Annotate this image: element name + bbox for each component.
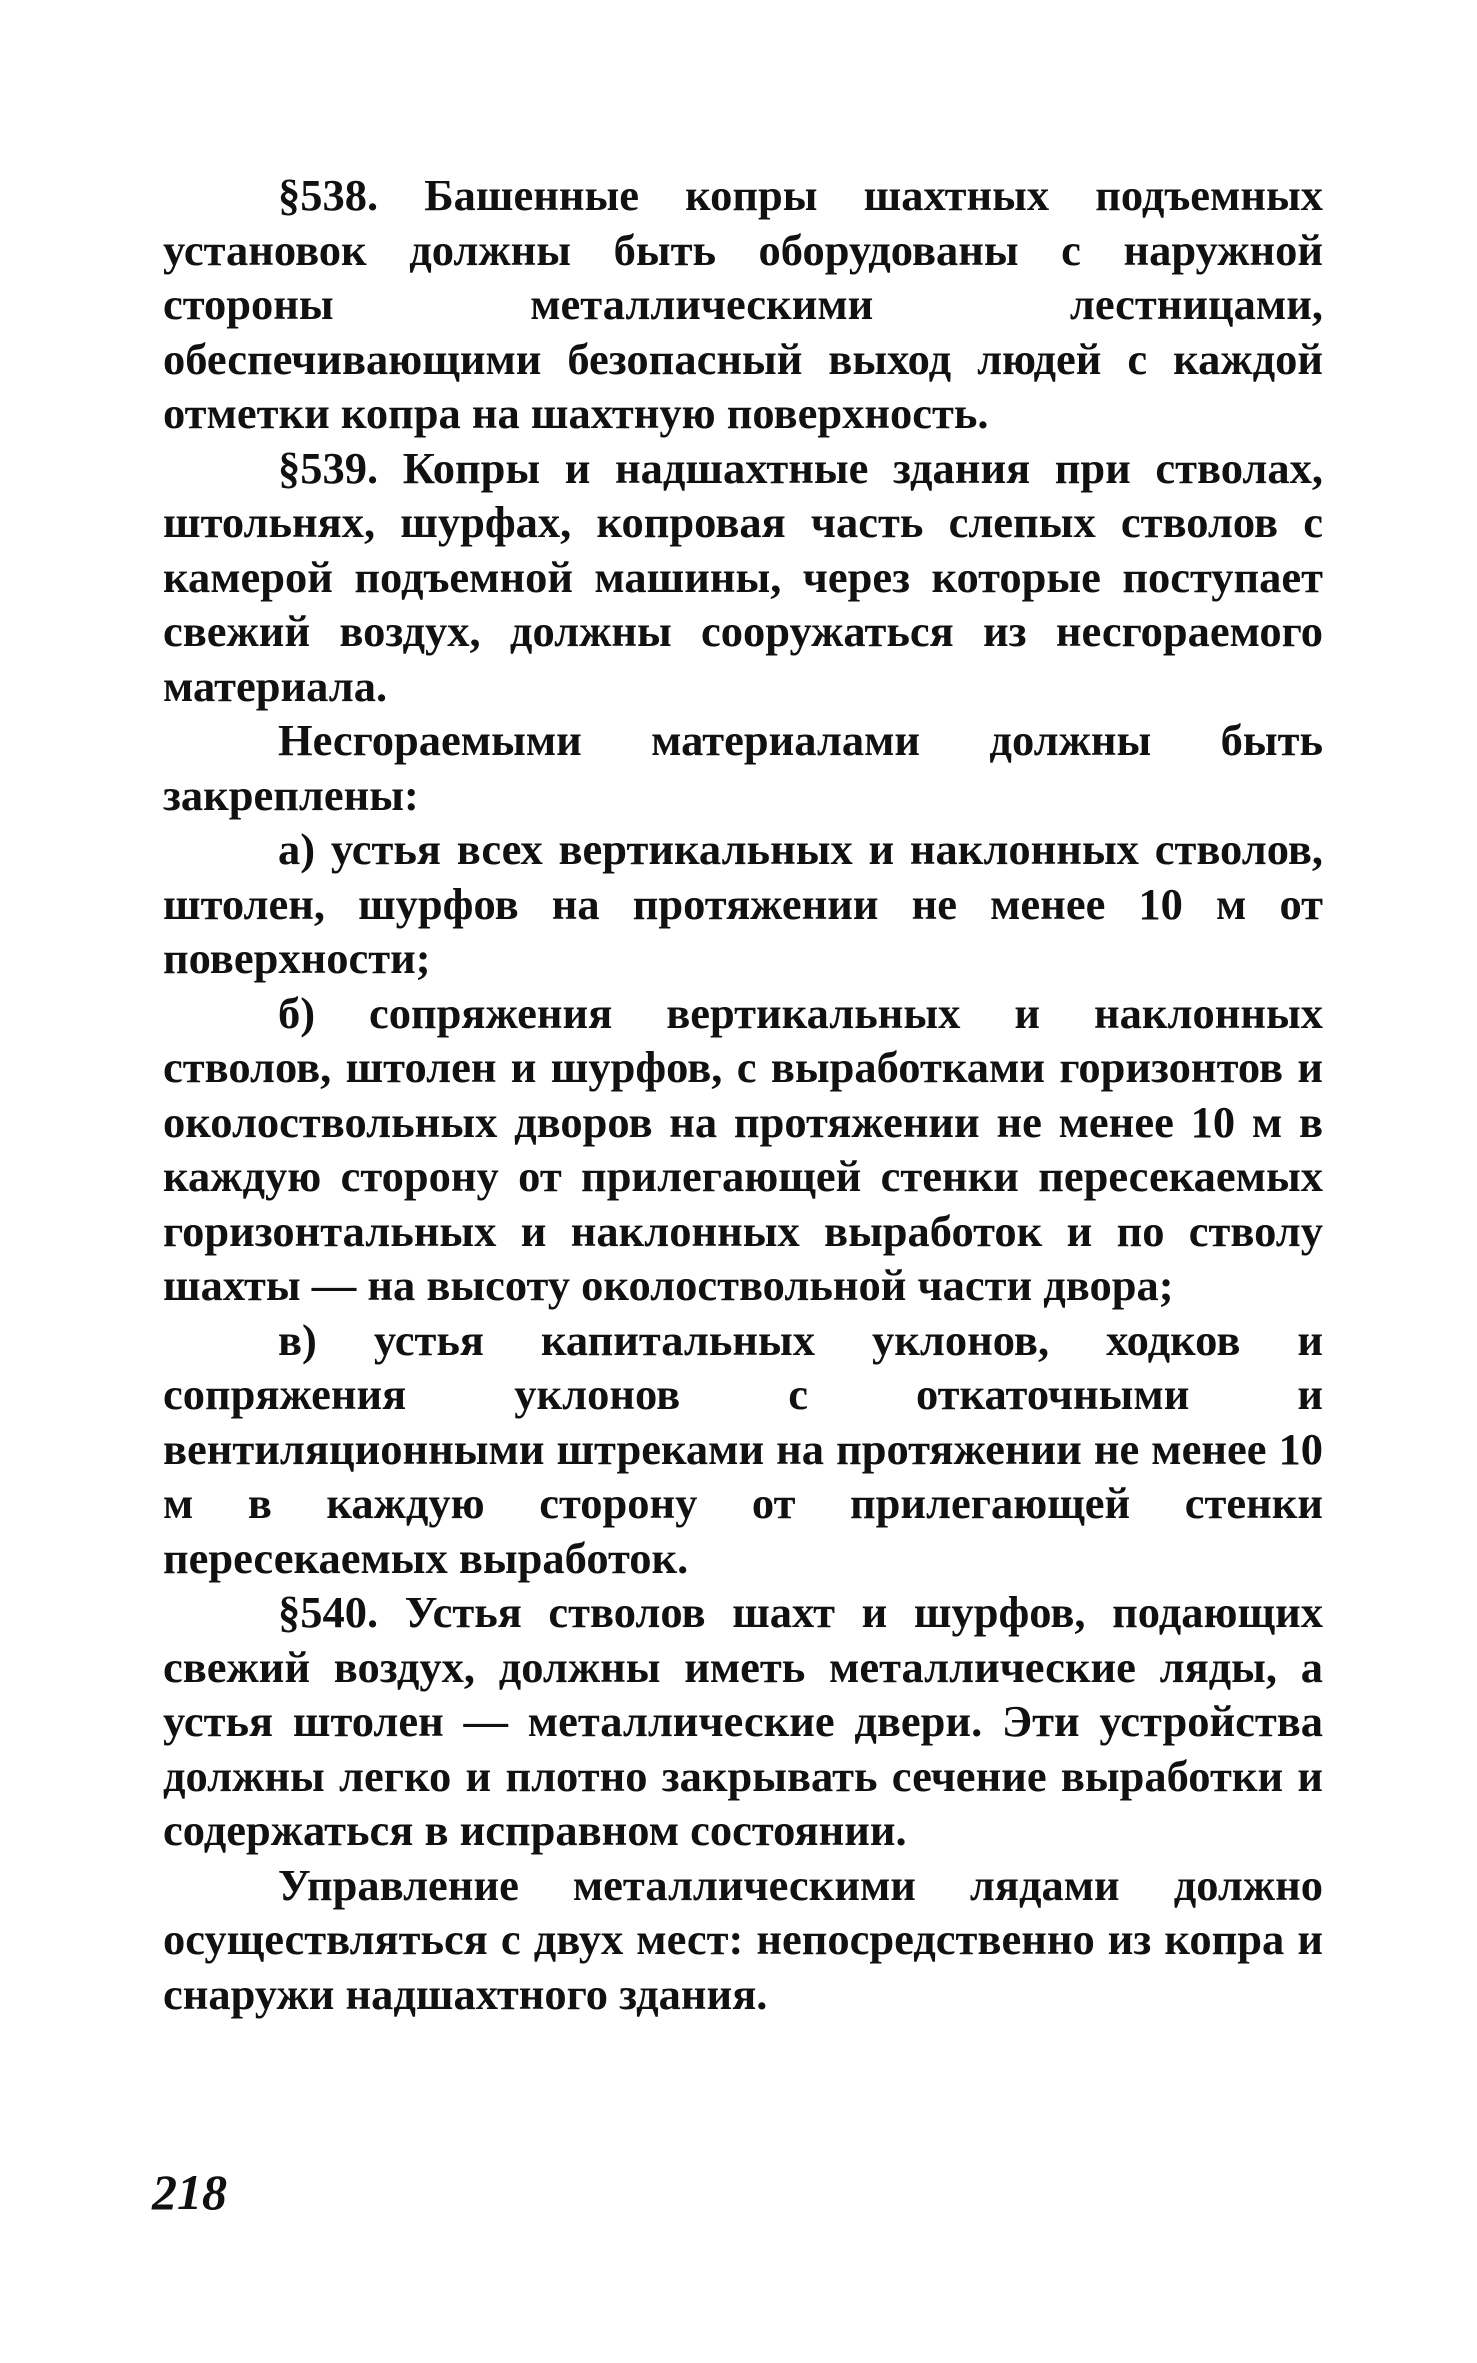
paragraph-539: §539. Копры и надшахтные здания при стволах, штольнях, шурфах, копровая часть слепых стволов с камерой подъемной машины, через которые поступает свежий воздух, должны сооружаться из несгораемого материала. bbox=[163, 442, 1323, 711]
paragraph-540: §540. Устья стволов шахт и шурфов, подающих свежий воздух, должны иметь металлические ляды, а устья штолен — металлические двери. Эти устройства должны легко и плотно закрывать сечение выработки и содержаться в исправном состоянии. bbox=[163, 1587, 1323, 1855]
page-body-text bbox=[163, 168, 1323, 2021]
paragraph-538: §538. Башенные копры шахтных подъемных установок должны быть оборудованы с наружной стороны металлическими лестницами, обеспечивающими безопасный выход людей с каждой отметки копра на шахтную поверхность. bbox=[163, 170, 1323, 438]
list-item-a: а) устья всех вертикальных и наклонных стволов, штолен, шурфов на протяжении не менее 10 м от поверхности; bbox=[163, 824, 1323, 983]
paragraph-hatch-control: Управление металлическими лядами должно осуществляться с двух мест: непосредственно из копра и снаружи надшахтного здания. bbox=[163, 1859, 1323, 2019]
list-item-v: в) устья капитальных уклонов, ходков и сопряжения уклонов с откаточными и вентиляционными штреками на протяжении не менее 10 м в каждую сторону от прилегающей стенки пересекаемых выработок. bbox=[163, 1314, 1323, 1583]
paragraph-fireproof-intro: Несгораемыми материалами должны быть закреплены: bbox=[163, 715, 1323, 820]
list-item-b: б) сопряжения вертикальных и наклонных стволов, штолен и шурфов, с выработками горизонтов и околоствольных дворов на протяжении не менее 10 м в каждую сторону от прилегающей стенки пересекаемых горизонтальных и наклонных выработок и по стволу шахты — на высоту околоствольной части двора; bbox=[163, 987, 1323, 1310]
page-number: 218 bbox=[152, 2164, 227, 2220]
